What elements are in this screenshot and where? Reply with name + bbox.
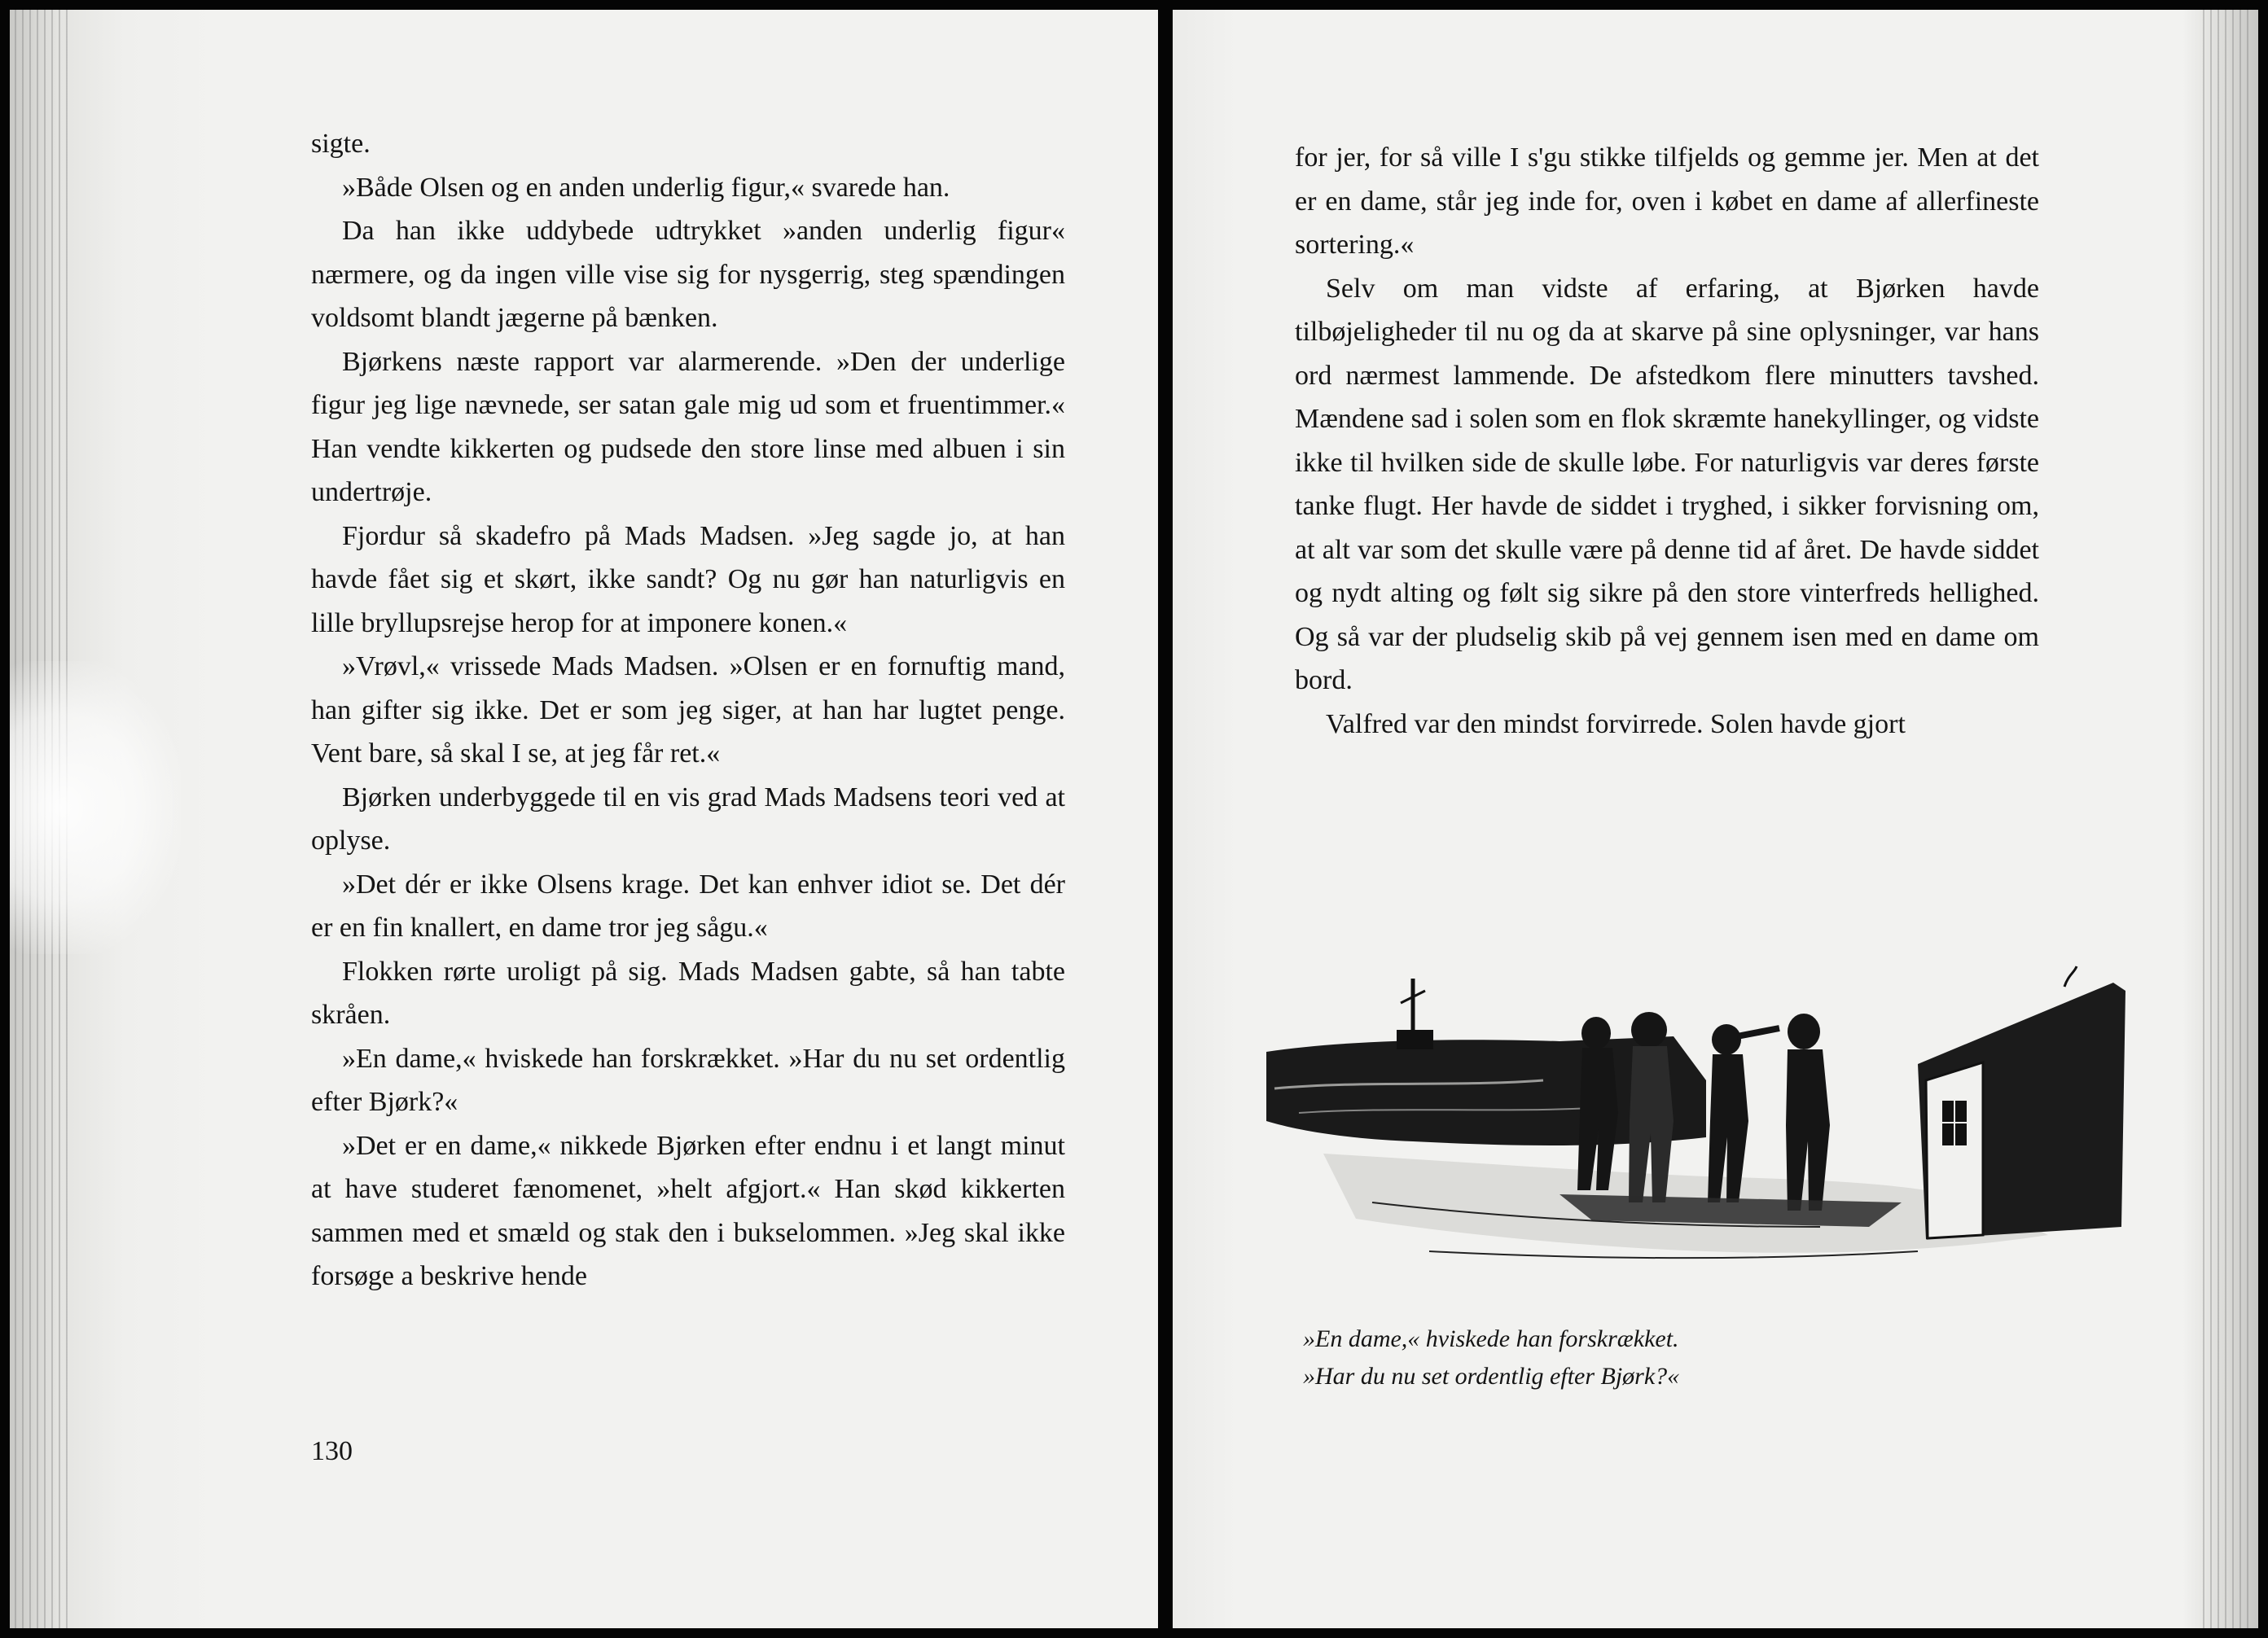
paragraph: »Både Olsen og en anden underlig figur,« svarede han. (342, 172, 950, 203)
right-page-text (1295, 136, 2039, 746)
paragraph: Valfred var den mindst forvirrede. Solen havde gjort (1326, 708, 1906, 739)
page-smudge (10, 661, 181, 954)
caption-line-1: »En dame,« hviskede han forskrækket. (1303, 1325, 1679, 1352)
paragraph: Bjørkens næste rapport var alarmerende. »Den der underlige figur jeg lige nævnede, ser satan gale mig ud som et fruentimmer.« Han vendte kikkerten og pudsede den store linse med albuen i sin undertrøje. (311, 346, 1065, 507)
paragraph: »Vrøvl,« vrissede Mads Madsen. »Olsen er en fornuftig mand, han gifter sig ikke. Det er som jeg siger, at han har lugtet penge. Vent bare, så skal I se, at jeg får ret.« (311, 651, 1065, 769)
page-edge-lines (2203, 10, 2252, 1628)
right-page (1173, 10, 2258, 1628)
paragraph: Da han ikke uddybede udtrykket »anden underlig figur« nærmere, og da ingen ville vise sig for nysgerrig, steg spændingen voldsomt blandt jægerne på bænken. (311, 216, 1065, 333)
page-number: 130 (311, 1436, 353, 1466)
paragraph: Bjørken underbyggede til en vis grad Mads Madsens teori ved at oplyse. (311, 782, 1065, 856)
paragraph: »En dame,« hviskede han forskrækket. »Har du nu set ordentlig efter Bjørk?« (311, 1043, 1065, 1117)
paragraph: for jer, for så ville I s'gu stikke tilfjelds og gemme jer. Men at det er en dame, står jeg inde for, oven i købet en dame af allerfineste sortering.« (1295, 142, 2039, 260)
left-page-text (311, 122, 1065, 1299)
left-page (10, 10, 1158, 1628)
paragraph: »Det dér er ikke Olsens krage. Det kan enhver idiot se. Det dér er en fin knallert, en dame tror jeg sågu.« (311, 869, 1065, 943)
illustration-caption (1303, 1320, 1954, 1395)
ink-illustration-men-watching-ship (1250, 958, 2170, 1300)
paragraph: Selv om man vidste af erfaring, at Bjørken havde tilbøjeligheder til nu og da at skarve på sine oplysninger, var hans ord nærmest lammende. De afstedkom flere minutters tavshed. Mændene sad i solen som en flok skræmte hanekyllinger, og vidste ikke til hvilken side de skulle løbe. For naturligvis var deres første tanke flugt. Her havde de siddet i tryghed, i sikker forvisning om, at alt var som det skulle være på denne tid af året. De havde siddet og nydt alting og følt sig sikre på den store vinterfreds hellighed. Og så var der pludselig skib på vej gennem isen med en dame om bord. (1295, 273, 2039, 695)
paragraph: »Det er en dame,« nikkede Bjørken efter endnu i et langt minut at have studeret fænomenet, »helt afgjort.« Han skød kikkerten sammen med et smæld og stak den i bukselommen. »Jeg skal ikke forsøge a beskrive hende (311, 1130, 1065, 1291)
caption-line-2: »Har du nu set ordentlig efter Bjørk?« (1303, 1363, 1680, 1390)
paragraph: Fjordur så skadefro på Mads Madsen. »Jeg sagde jo, at han havde fået sig et skørt, ikke sandt? Og nu gør han naturligvis en lille bryllupsrejse herop for at imponere konen.« (311, 520, 1065, 638)
paragraph: Flokken rørte uroligt på sig. Mads Madsen gabte, så han tabte skråen. (311, 956, 1065, 1030)
paragraph: sigte. (311, 129, 371, 159)
